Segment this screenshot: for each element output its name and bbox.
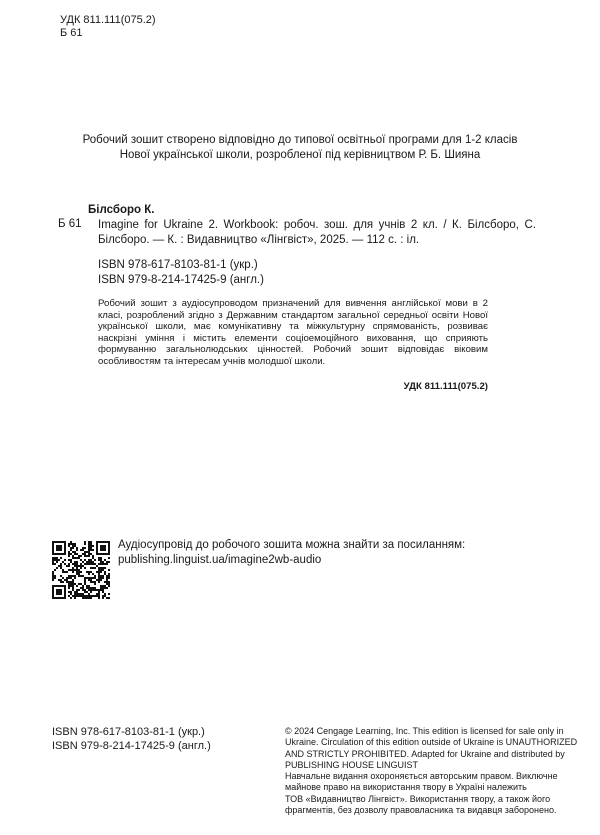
library-code: Б 61 (60, 27, 83, 39)
copyright-line: ТОВ «Видавництво Лінгвіст». Використання твору, а також його (285, 793, 551, 804)
isbn-footer (52, 726, 211, 753)
catalog-code: Б 61 (58, 218, 82, 230)
catalog-description: Imagine for Ukraine 2. Workbook: робоч. зош. для учнів 2 кл. / К. Білсборо, С. Білсборо. — К. : Видавництво «Лінгвіст», 2025. — 112 с. : іл. (98, 219, 536, 246)
copyright-line: фрагментів, без дозволу правовласника та видавця заборонено. (285, 805, 557, 816)
isbn-ukr: ISBN 978-617-8103-81-1 (укр.) (98, 259, 258, 271)
copyright-line: майнове право на використання твору в Україні належить (285, 782, 527, 793)
audio-link[interactable]: publishing.linguist.ua/imagine2wb-audio (118, 554, 322, 566)
curriculum-note-line: Нової української школи, розробленої під керівництвом Р. Б. Шияна (119, 149, 481, 161)
qr-code-icon[interactable] (52, 541, 110, 599)
udc-code: УДК 811.111(075.2) (60, 14, 156, 26)
copyright-line: Навчальне видання охороняється авторським правом. Виключне (285, 771, 558, 782)
copyright-notice (285, 726, 578, 816)
catalog-abstract: Робочий зошит з аудіосупроводом призначений для вивчення англійської мови в 2 класі, розроблений згідно з Державним стандартом загальної середньої освіти Нової української школи, має комунікативну та міжкультурну спрямованість, розвиває наскрізні уміння і містить елементи соціоемоційного виховання, що сприяють формуванню загальнолюдських цінностей. Робочий зошит відповідає віковим особливостям та інтересам учнів молодшої школи. (98, 298, 488, 367)
catalog-author: Білсборо К. (88, 204, 155, 216)
curriculum-note (40, 133, 560, 163)
copyright-line: AND STRICTLY PROHIBITED. Adapted for Ukraine and distributed by (285, 748, 565, 759)
isbn-eng: ISBN 979-8-214-17425-9 (англ.) (98, 273, 264, 286)
audio-info (118, 538, 465, 568)
catalog-isbns (98, 258, 264, 287)
copyright-line: PUBLISHING HOUSE LINGUIST (285, 759, 419, 770)
isbn-footer-ukr: ISBN 978-617-8103-81-1 (укр.) (52, 726, 205, 738)
copyright-line: © 2024 Cengage Learning, Inc. This edition is licensed for sale only in (285, 726, 564, 736)
isbn-footer-eng: ISBN 979-8-214-17425-9 (англ.) (52, 739, 211, 752)
catalog-udc: УДК 811.111(075.2) (403, 381, 488, 392)
copyright-line: Ukraine. Circulation of this edition outside of Ukraine is UNAUTHORIZED (285, 737, 578, 748)
audio-text: Аудіосупровід до робочого зошита можна знайти за посиланням: (118, 539, 466, 551)
curriculum-note-line: Робочий зошит створено відповідно до типової освітньої програми для 1-2 класів (82, 134, 518, 146)
udc-header (60, 14, 156, 40)
